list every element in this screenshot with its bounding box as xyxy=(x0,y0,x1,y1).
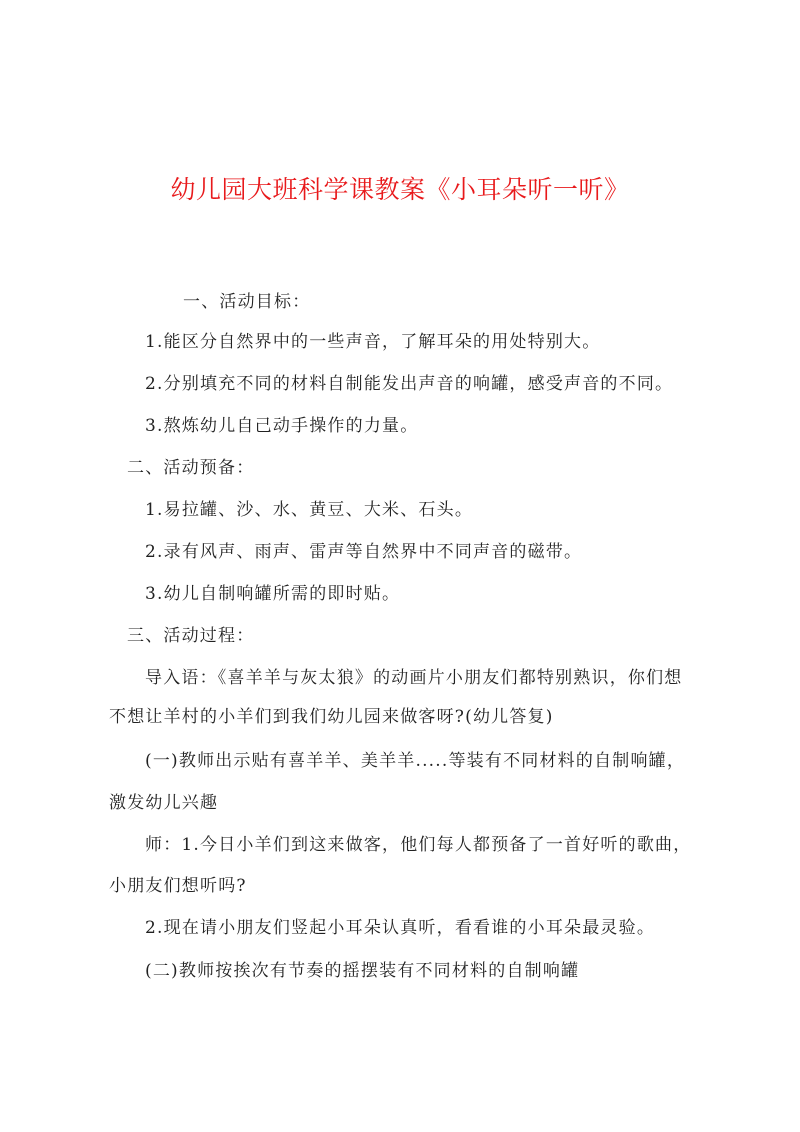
paragraph-line: 3.幼儿自制响罐所需的即时贴。 xyxy=(145,584,401,604)
paragraph-line: 小朋友们想听吗? xyxy=(109,876,247,896)
document-title: 幼儿园大班科学课教案《小耳朵听一听》 xyxy=(170,175,630,204)
section-heading-process: 三、活动过程： xyxy=(127,626,255,646)
paragraph-line: 师：1.今日小羊们到这来做客，他们每人都预备了一首好听的歌曲， xyxy=(145,835,692,855)
paragraph-line: 3.熬炼幼儿自己动手操作的力量。 xyxy=(145,416,419,436)
paragraph-line: 2.分别填充不同的材料自制能发出声音的响罐，感受声音的不同。 xyxy=(145,374,674,394)
paragraph-line: 1.易拉罐、沙、水、黄豆、大米、石头。 xyxy=(145,500,474,520)
paragraph-line: 1.能区分自然界中的一些声音，了解耳朵的用处特别大。 xyxy=(145,332,601,352)
paragraph-line: 激发幼儿兴趣 xyxy=(109,793,219,813)
paragraph-line: 2.录有风声、雨声、雷声等自然界中不同声音的磁带。 xyxy=(145,542,583,562)
section-heading-goals: 一、活动目标： xyxy=(183,292,311,312)
paragraph-line: 不想让羊村的小羊们到我们幼儿园来做客呀?(幼儿答复) xyxy=(109,707,554,727)
paragraph-line: 2.现在请小朋友们竖起小耳朵认真听，看看谁的小耳朵最灵验。 xyxy=(145,918,656,938)
section-heading-preparation: 二、活动预备： xyxy=(127,458,255,478)
paragraph-line: 导入语：《喜羊羊与灰太狼》的动画片小朋友们都特别熟识，你们想 xyxy=(145,668,683,688)
paragraph-line: (二)教师按挨次有节奏的摇摆装有不同材料的自制响罐 xyxy=(145,961,580,981)
paragraph-line: (一)教师出示贴有喜羊羊、美羊羊.....等装有不同材料的自制响罐， xyxy=(145,751,686,771)
